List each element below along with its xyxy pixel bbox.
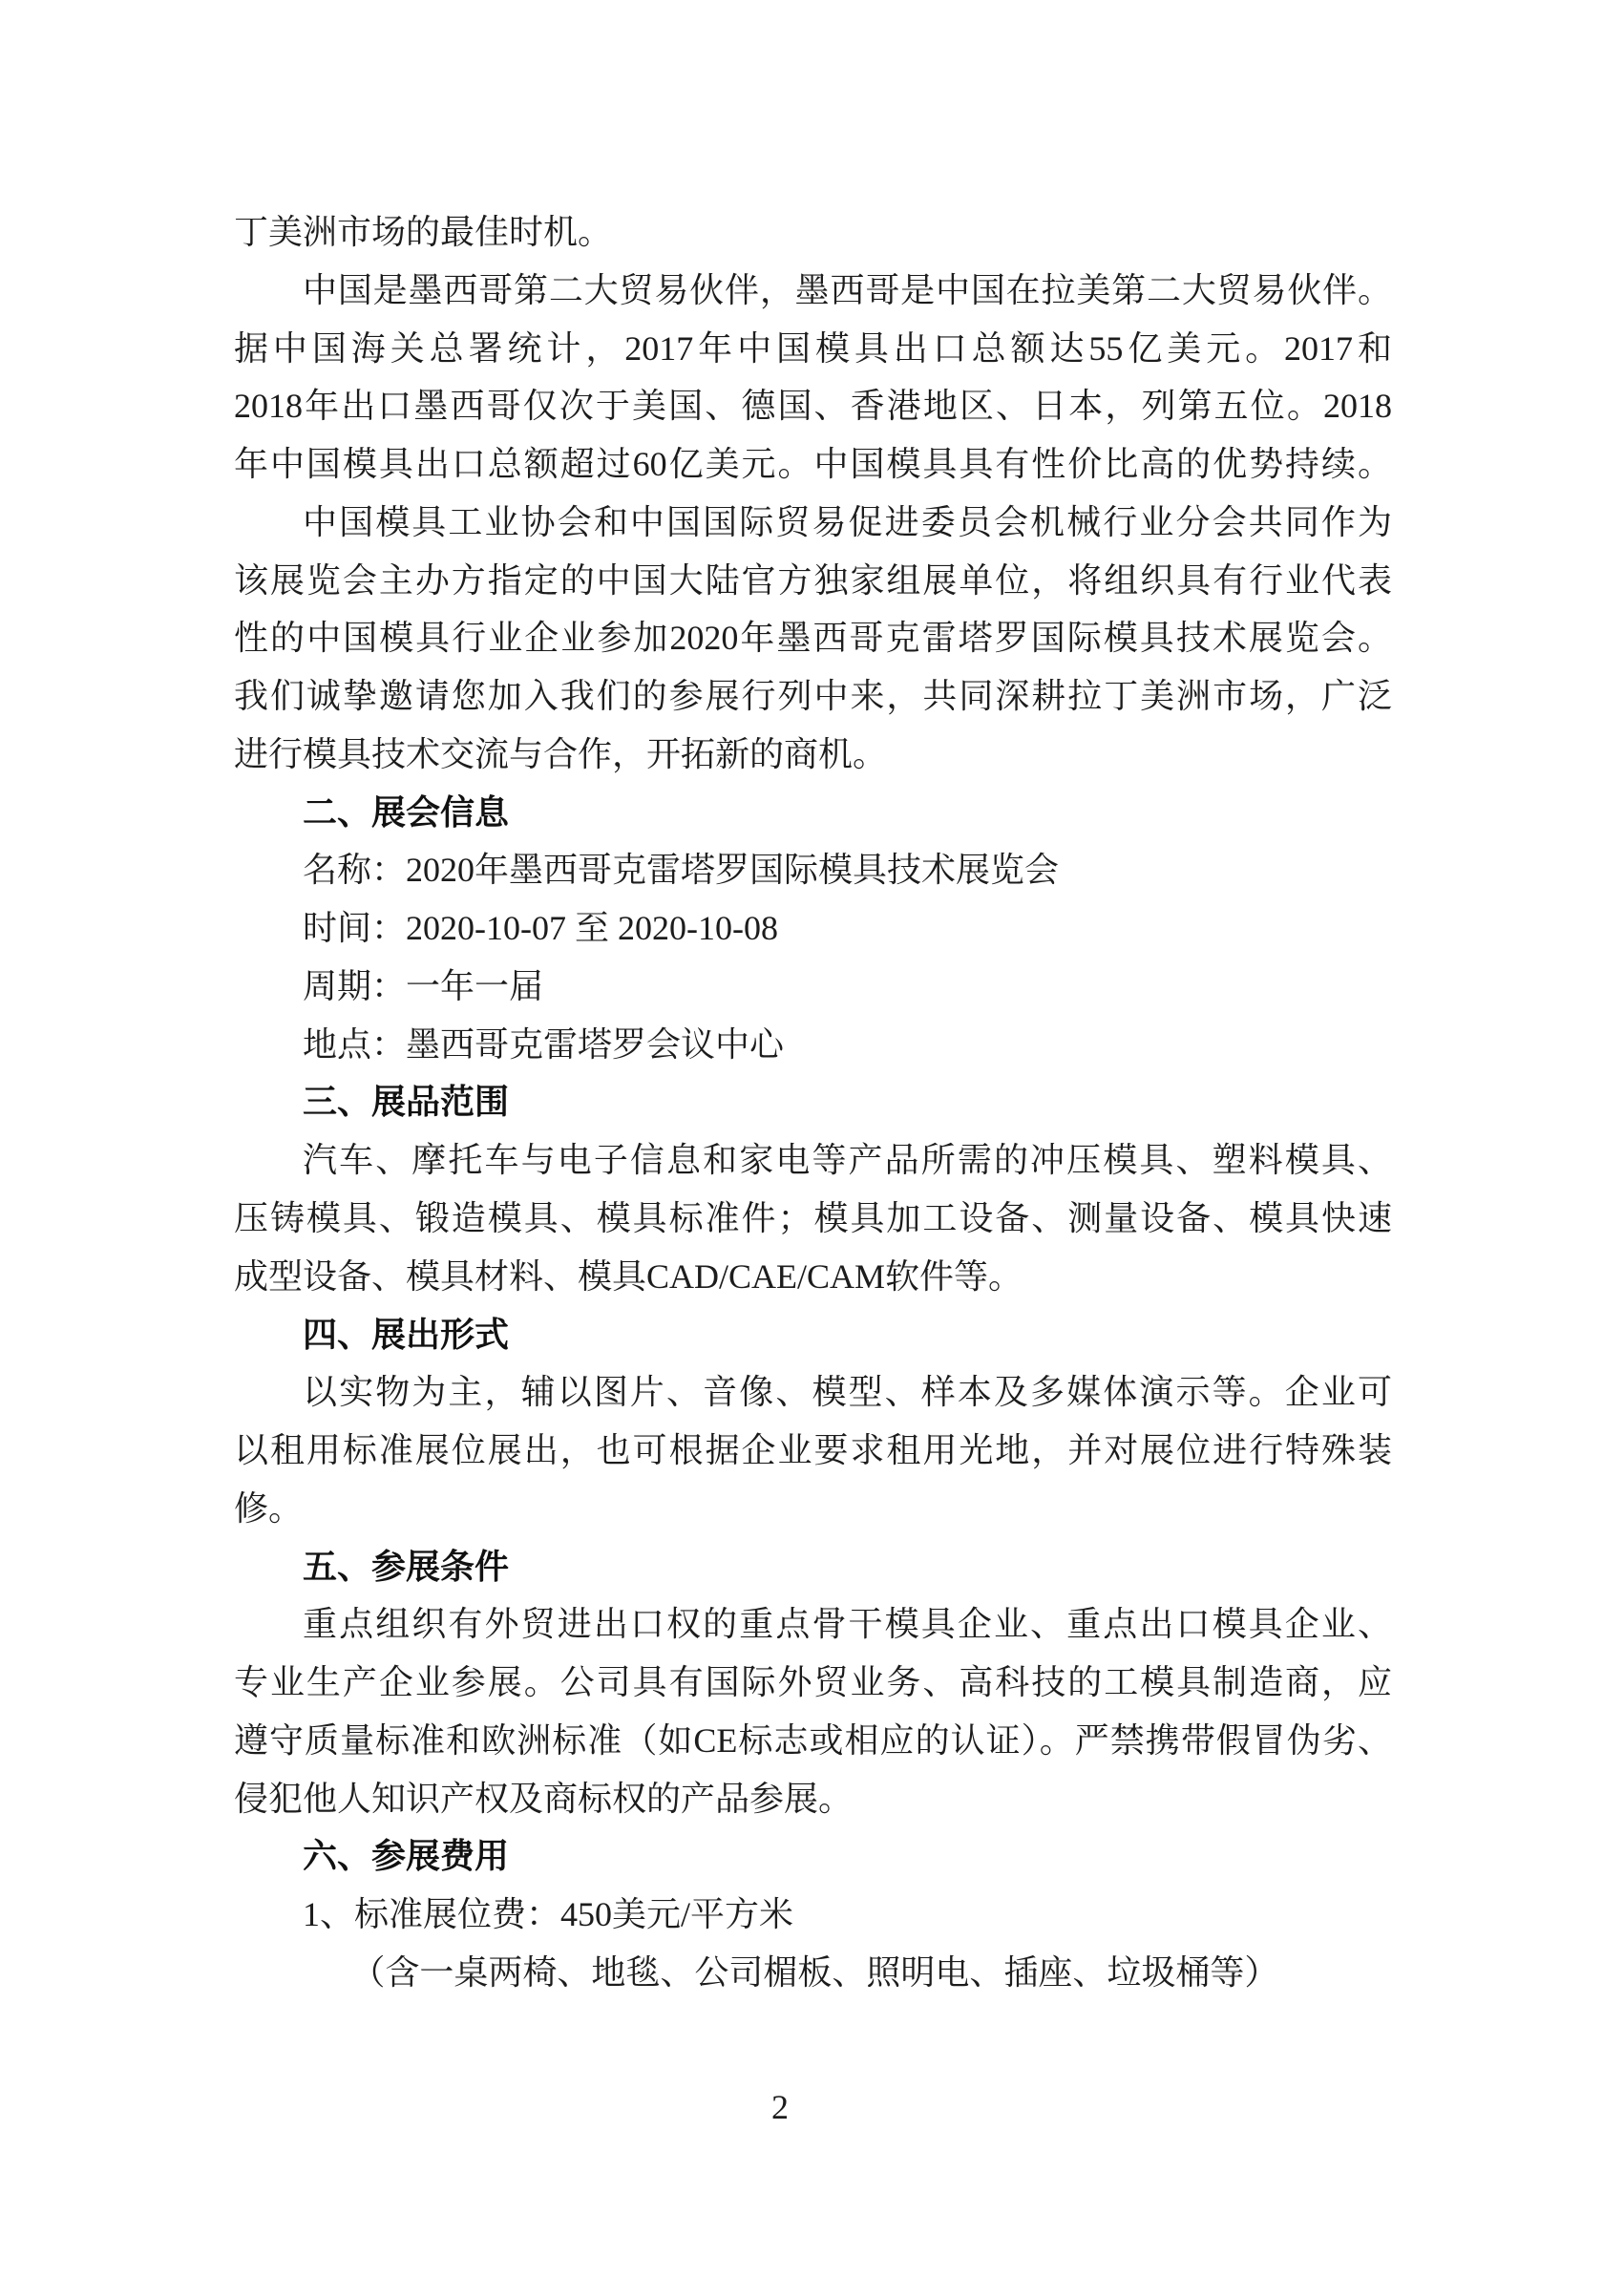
text-line: 以实物为主，辅以图片、音像、模型、样本及多媒体演示等。企业可 bbox=[303, 1373, 1392, 1412]
text-line: 进行模具技术交流与合作，开拓新的商机。 bbox=[234, 734, 888, 773]
text-line: 中国是墨西哥第二大贸易伙伴，墨西哥是中国在拉美第二大贸易伙伴。 bbox=[303, 270, 1392, 309]
text-line: 该展览会主办方指定的中国大陆官方独家组展单位，将组织具有行业代表 bbox=[234, 560, 1392, 600]
text-line: 汽车、摩托车与电子信息和家电等产品所需的冲压模具、塑料模具、 bbox=[303, 1141, 1392, 1180]
text-line: （含一桌两椅、地毯、公司楣板、照明电、插座、垃圾桶等） bbox=[350, 1952, 1279, 1992]
text-line: 时间：2020-10-07 至 2020-10-08 bbox=[303, 909, 778, 948]
section-heading: 三、展品范围 bbox=[303, 1082, 510, 1122]
text-line: 1、标准展位费：450美元/平方米 bbox=[303, 1895, 794, 1934]
text-line: 侵犯他人知识产权及商标权的产品参展。 bbox=[234, 1779, 854, 1818]
section-heading: 六、参展费用 bbox=[303, 1836, 510, 1876]
text-line: 重点组织有外贸进出口权的重点骨干模具企业、重点出口模具企业、 bbox=[303, 1605, 1392, 1644]
text-line: 名称：2020年墨西哥克雷塔罗国际模具技术展览会 bbox=[303, 851, 1060, 890]
text-line: 我们诚挚邀请您加入我们的参展行列中来，共同深耕拉丁美洲市场，广泛 bbox=[234, 677, 1392, 716]
text-line: 年中国模具出口总额超过60亿美元。中国模具具有性价比高的优势持续。 bbox=[234, 445, 1392, 484]
text-line: 2018年出口墨西哥仅次于美国、德国、香港地区、日本，列第五位。2018 bbox=[234, 387, 1392, 426]
text-line: 中国模具工业协会和中国国际贸易促进委员会机械行业分会共同作为 bbox=[303, 502, 1392, 541]
text-line: 专业生产企业参展。公司具有国际外贸业务、高科技的工模具制造商，应 bbox=[234, 1663, 1392, 1702]
text-line: 遵守质量标准和欧洲标准（如CE标志或相应的认证）。严禁携带假冒伪劣、 bbox=[234, 1720, 1392, 1760]
text-line: 以租用标准展位展出，也可根据企业要求租用光地，并对展位进行特殊装 bbox=[234, 1431, 1392, 1470]
section-heading: 五、参展条件 bbox=[303, 1546, 510, 1586]
section-heading: 二、展会信息 bbox=[303, 791, 510, 832]
text-line: 成型设备、模具材料、模具CAD/CAE/CAM软件等。 bbox=[234, 1256, 1023, 1296]
text-line: 地点：墨西哥克雷塔罗会议中心 bbox=[303, 1024, 785, 1064]
text-line: 性的中国模具行业企业参加2020年墨西哥克雷塔罗国际模具技术展览会。 bbox=[234, 619, 1392, 658]
text-line: 修。 bbox=[234, 1488, 304, 1528]
section-heading: 四、展出形式 bbox=[303, 1314, 510, 1354]
text-line: 据中国海关总署统计，2017年中国模具出口总额达55亿美元。2017和 bbox=[234, 328, 1392, 368]
page-number: 2 bbox=[771, 2088, 789, 2126]
document-body bbox=[234, 203, 1392, 2002]
text-line: 丁美洲市场的最佳时机。 bbox=[234, 213, 613, 251]
text-line: 压铸模具、锻造模具、模具标准件；模具加工设备、测量设备、模具快速 bbox=[234, 1199, 1392, 1238]
text-line: 周期：一年一届 bbox=[303, 966, 544, 1005]
